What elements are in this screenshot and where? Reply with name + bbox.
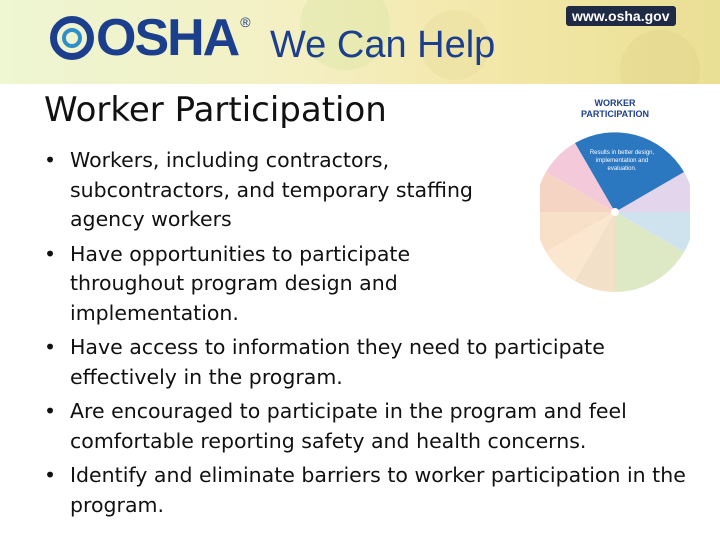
wheel-title-line1: WORKER bbox=[594, 98, 636, 108]
header-banner bbox=[0, 0, 720, 84]
tagline: We Can Help bbox=[270, 24, 496, 66]
bullet-text: Are encouraged to participate in the program and feel comfortable reporting safety and health concerns. bbox=[70, 399, 627, 453]
bullet-marker: • bbox=[44, 335, 57, 359]
banner-decoration bbox=[620, 30, 700, 84]
list-item bbox=[44, 146, 704, 235]
logo-o-emblem bbox=[50, 16, 94, 60]
slide-title: Worker Participation bbox=[44, 90, 387, 130]
osha-logo[interactable] bbox=[50, 8, 251, 68]
bullet-text: Workers, including contractors, subcontractors, and temporary staffing agency workers bbox=[70, 148, 473, 231]
website-url-link[interactable]: www.osha.gov bbox=[566, 6, 676, 26]
list-item bbox=[44, 461, 704, 520]
list-item bbox=[44, 397, 704, 456]
wheel-center-text-2: implementation and bbox=[595, 158, 649, 164]
bullet-marker: • bbox=[44, 463, 57, 487]
bullet-text: Identify and eliminate barriers to worker participation in the program. bbox=[70, 463, 686, 517]
list-item bbox=[44, 333, 704, 392]
registered-mark: ® bbox=[240, 14, 251, 30]
bullet-marker: • bbox=[44, 399, 57, 423]
list-item bbox=[44, 240, 704, 329]
bullet-marker: • bbox=[44, 148, 57, 172]
bullet-text: Have access to information they need to participate effectively in the program. bbox=[70, 335, 605, 389]
bullet-list bbox=[44, 146, 704, 525]
wheel-center-text-3: evaluation. bbox=[607, 166, 637, 172]
bullet-text: Have opportunities to participate throughout program design and implementation. bbox=[70, 241, 411, 325]
bullet-marker: • bbox=[44, 241, 57, 266]
logo-letters: OSHA bbox=[96, 9, 239, 67]
wheel-title-line2: PARTICIPATION bbox=[581, 109, 649, 119]
wheel-center-text-1: Results in better design, bbox=[589, 150, 655, 156]
